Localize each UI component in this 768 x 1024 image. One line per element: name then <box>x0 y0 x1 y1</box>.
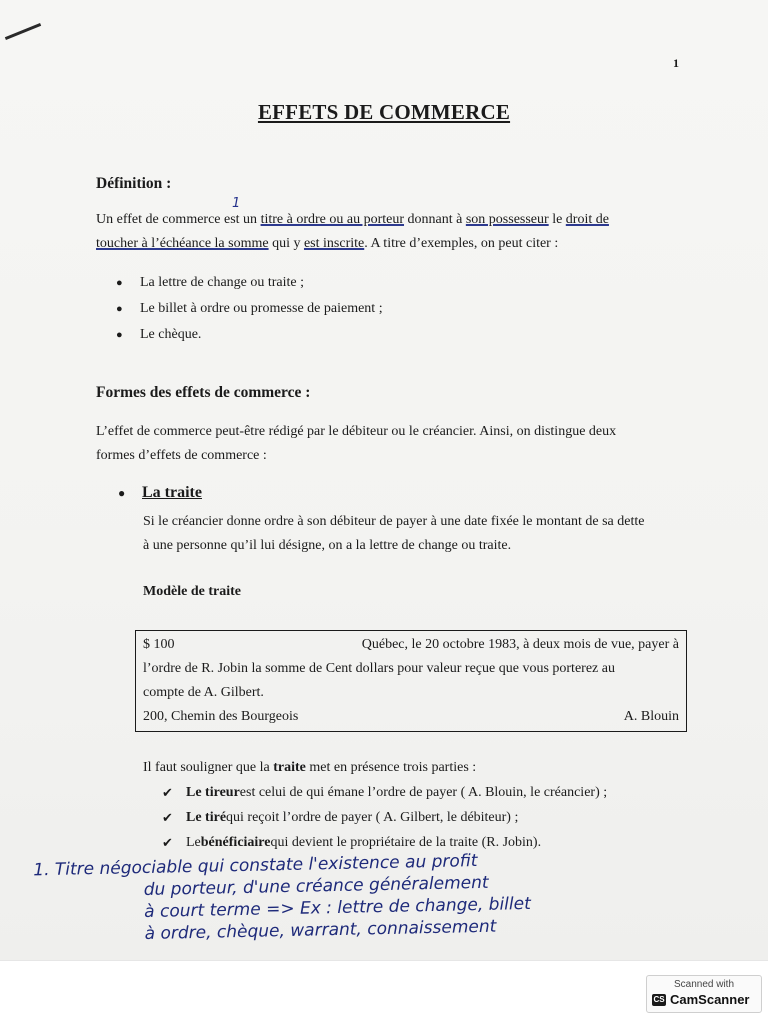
list-item: ✔ Le bénéficiaire qui devient le propriétaire de la traite (R. Jobin). <box>162 834 542 850</box>
formes-intro: L’effet de commerce peut-être rédigé par le débiteur ou le créancier. Ainsi, on distingue deux formes d’effets de commerce : <box>96 424 617 463</box>
formes-heading: Formes des effets de commerce : <box>96 384 311 401</box>
traite-heading: ● La traite <box>118 484 202 501</box>
checkmark-icon: ✔ <box>162 809 173 825</box>
amount: $ 100 <box>143 637 175 652</box>
scanner-badge: Scanned with CS CamScanner <box>646 975 762 1013</box>
list-item: ✔ Le tireur est celui de qui émane l’ordre de payer ( A. Blouin, le créancier) ; <box>162 784 608 800</box>
list-item: ✔ Le tiré qui reçoit l’ordre de payer ( A. Gilbert, le débiteur) ; <box>162 809 519 825</box>
pen-mark <box>5 23 41 40</box>
page-number: 1 <box>673 56 679 70</box>
definition-line-2: toucher à l’échéance la somme qui y est inscrite. A titre d’exemples, on peut citer : <box>96 236 559 251</box>
examples-list <box>116 270 383 348</box>
definition-paragraph <box>96 208 686 256</box>
parties-list <box>162 780 607 855</box>
list-item: ● La lettre de change ou traite ; <box>116 275 305 290</box>
parties-intro: Il faut souligner que la traite met en présence trois parties : <box>143 760 477 775</box>
annotation-number: 1 <box>232 196 241 211</box>
checkmark-icon: ✔ <box>162 784 173 800</box>
definition-heading: Définition : <box>96 175 172 192</box>
list-item: ● Le billet à ordre ou promesse de paiement ; <box>116 301 383 316</box>
model-label: Modèle de traite <box>143 584 241 599</box>
address: 200, Chemin des Bourgeois <box>143 709 299 724</box>
date-text: Québec, le 20 octobre 1983, à deux mois de vue, payer à <box>361 637 679 652</box>
definition-line-1: Un effet de commerce est un titre à ordre ou au porteur donnant à son possesseur le droit de <box>96 212 609 227</box>
traite-description: Si le créancier donne ordre à son débiteur de payer à une date fixée le montant de sa dette à une personne qu’il lui désigne, on a la lettre de change ou traite. <box>143 514 645 553</box>
checkmark-icon: ✔ <box>162 834 173 850</box>
camscanner-logo-icon: CS <box>653 995 665 1004</box>
handwritten-note: 1. Titre négociable qui constate l'existence au profit du porteur, d'une créance généralement à court terme => Ex : lettre de change, billet à ordre, chèque, warrant, connaissement <box>33 851 531 945</box>
list-item: ● Le chèque. <box>116 327 202 342</box>
page-title: EFFETS DE COMMERCE <box>257 100 511 124</box>
traite-model-box: $ 100 Québec, le 20 octobre 1983, à deux mois de vue, payer à l’ordre de R. Jobin la somme de Cent dollars pour valeur reçue que vous porterez au compte de A. Gilbert. 200, Chemin des Bourgeois A. Blouin <box>135 630 687 732</box>
signature: A. Blouin <box>623 709 679 724</box>
